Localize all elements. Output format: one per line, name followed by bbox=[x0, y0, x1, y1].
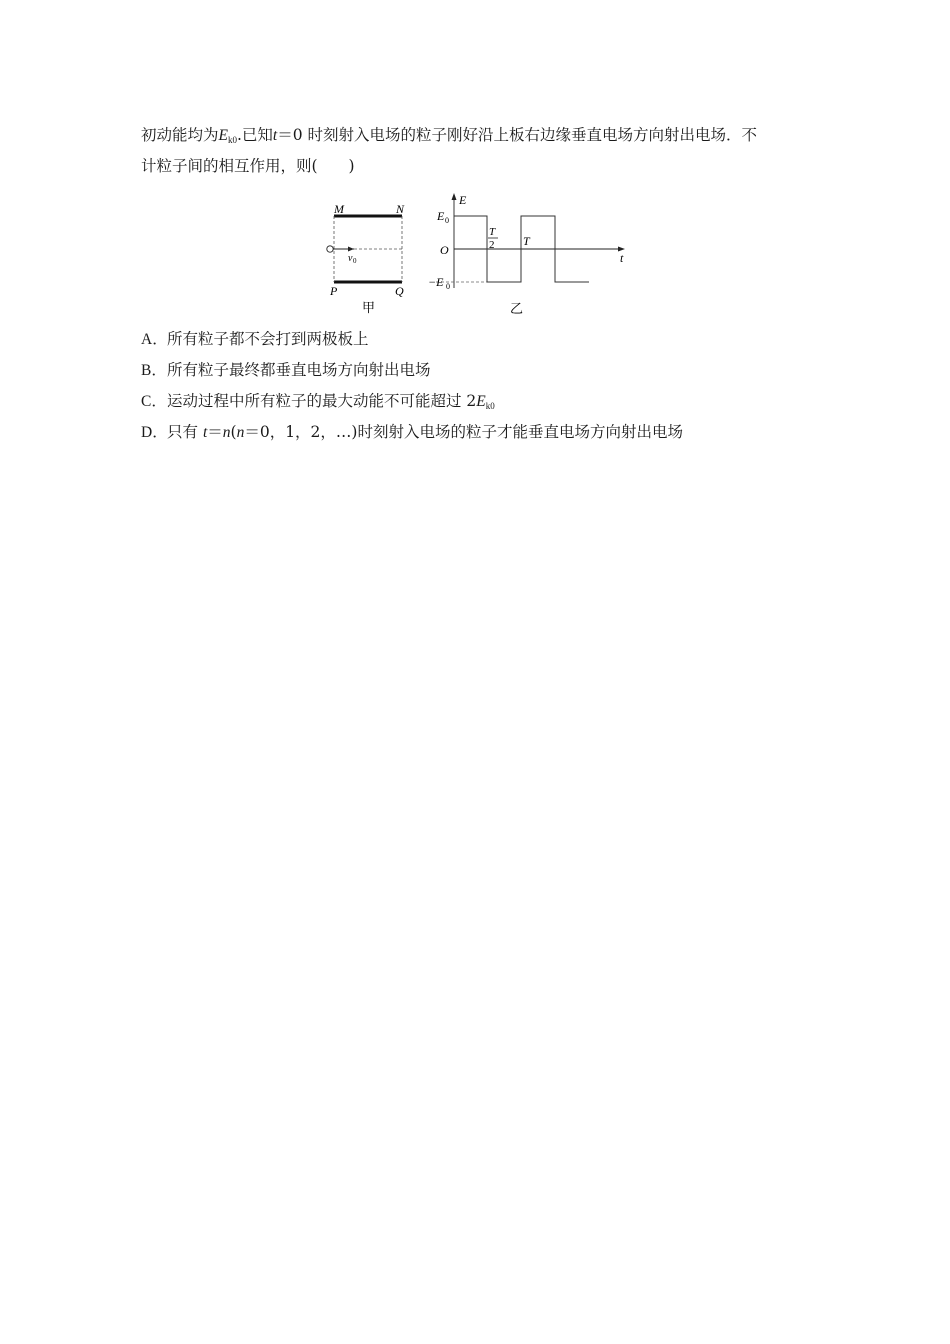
caption-yi: 乙 bbox=[510, 301, 524, 316]
option-B-text: 所有粒子最终都垂直电场方向射出电场 bbox=[167, 361, 431, 379]
axis-label-E: E bbox=[459, 193, 467, 207]
velocity-arrow-head bbox=[348, 247, 354, 252]
option-C[interactable] bbox=[141, 390, 495, 417]
e-t-graph bbox=[428, 193, 625, 316]
half-T-numerator: T bbox=[489, 226, 496, 238]
figure-svg bbox=[318, 190, 638, 320]
option-D-eq: ＝ bbox=[207, 423, 223, 441]
option-A-label: A． bbox=[141, 331, 168, 348]
stem-text-2: .已知 bbox=[236, 126, 273, 144]
particle-circle bbox=[327, 246, 333, 252]
option-C-ek-sub: k0 bbox=[485, 401, 495, 411]
question-line-2: 计粒子间的相互作用，则( ) bbox=[141, 157, 355, 175]
t-variable: t bbox=[272, 127, 278, 144]
ek-subscript: k0 bbox=[227, 135, 237, 145]
option-D-rest: ＝0，1，2，…)时刻射入电场的粒子才能垂直电场方向射出电场 bbox=[244, 423, 683, 441]
e0-sub: 0 bbox=[445, 216, 449, 225]
option-D[interactable] bbox=[141, 421, 683, 444]
label-P: P bbox=[330, 284, 338, 298]
label-v: v bbox=[348, 253, 353, 264]
neg-e0-label: −E bbox=[428, 275, 444, 289]
label-Q: Q bbox=[395, 284, 404, 298]
half-T-denominator: 2 bbox=[489, 239, 495, 251]
stem-text-3: ＝0 时刻射入电场的粒子刚好沿上板右边缘垂直电场方向射出电场．不 bbox=[277, 126, 758, 144]
option-D-paren: ( bbox=[230, 423, 237, 441]
question-line-1 bbox=[141, 124, 757, 151]
label-v-sub: 0 bbox=[353, 257, 357, 265]
axis-label-t: t bbox=[620, 251, 624, 265]
y-axis-arrow bbox=[452, 193, 457, 200]
option-D-t: t bbox=[202, 424, 208, 441]
T-label: T bbox=[523, 234, 530, 248]
option-B[interactable] bbox=[141, 359, 431, 382]
label-M: M bbox=[334, 202, 344, 216]
figure bbox=[318, 190, 638, 320]
caption-jia: 甲 bbox=[362, 300, 376, 315]
option-D-n2: n bbox=[236, 424, 245, 441]
option-A-text: 所有粒子都不会打到两极板上 bbox=[167, 330, 369, 348]
option-C-text: 运动过程中所有粒子的最大动能不可能超过 2 bbox=[167, 392, 477, 410]
option-C-label: C． bbox=[141, 393, 167, 410]
e0-label: E bbox=[437, 209, 445, 223]
stem-text-1: 初动能均为 bbox=[141, 126, 219, 144]
option-D-pre: 只有 bbox=[167, 423, 203, 441]
option-A[interactable] bbox=[141, 328, 369, 351]
ek-symbol: E bbox=[218, 127, 228, 144]
label-N: N bbox=[396, 202, 405, 216]
option-B-label: B． bbox=[141, 362, 167, 379]
option-D-label: D． bbox=[141, 424, 168, 441]
neg-e0-sub: 0 bbox=[446, 282, 450, 291]
option-C-ek: E bbox=[476, 393, 486, 410]
origin-label: O bbox=[440, 243, 449, 257]
plates-diagram bbox=[327, 202, 405, 315]
option-D-n: n bbox=[222, 424, 231, 441]
